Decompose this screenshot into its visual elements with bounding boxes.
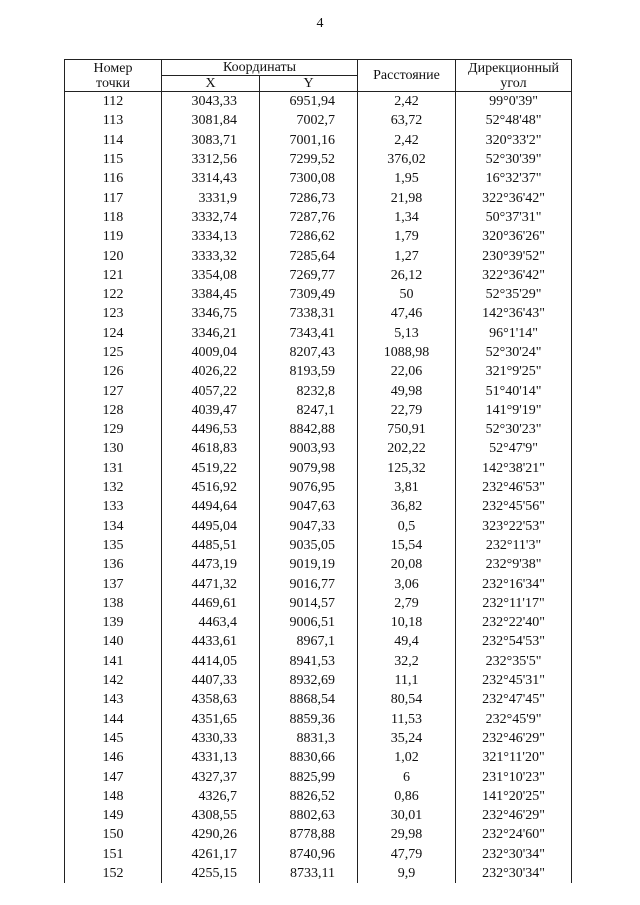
- table-row: [65, 324, 572, 343]
- cell-x: 4485,51: [162, 536, 260, 555]
- cell-point-number: 123: [65, 304, 162, 323]
- cell-point-number: 129: [65, 420, 162, 439]
- cell-direction-angle: 52°47'9": [456, 439, 572, 458]
- cell-x: 3354,08: [162, 266, 260, 285]
- cell-direction-angle: 141°9'19": [456, 401, 572, 420]
- table-row: [65, 439, 572, 458]
- cell-distance: 202,22: [358, 439, 456, 458]
- cell-direction-angle: 232°30'34": [456, 845, 572, 864]
- cell-direction-angle: 52°35'29": [456, 285, 572, 304]
- table-row: [65, 536, 572, 555]
- table-row: [65, 188, 572, 207]
- cell-x: 3312,56: [162, 150, 260, 169]
- cell-direction-angle: 232°11'17": [456, 594, 572, 613]
- cell-x: 3346,75: [162, 304, 260, 323]
- cell-x: 4519,22: [162, 459, 260, 478]
- cell-point-number: 145: [65, 729, 162, 748]
- cell-point-number: 152: [65, 864, 162, 883]
- cell-x: 4351,65: [162, 710, 260, 729]
- cell-direction-angle: 320°33'2": [456, 131, 572, 150]
- cell-distance: 32,2: [358, 652, 456, 671]
- cell-distance: 20,08: [358, 555, 456, 574]
- cell-point-number: 148: [65, 787, 162, 806]
- cell-point-number: 118: [65, 208, 162, 227]
- cell-direction-angle: 232°45'56": [456, 497, 572, 516]
- cell-distance: 2,79: [358, 594, 456, 613]
- cell-direction-angle: 50°37'31": [456, 208, 572, 227]
- cell-direction-angle: 232°11'3": [456, 536, 572, 555]
- cell-y: 8831,3: [260, 729, 358, 748]
- cell-x: 3043,33: [162, 92, 260, 112]
- cell-distance: 125,32: [358, 459, 456, 478]
- cell-direction-angle: 322°36'42": [456, 266, 572, 285]
- cell-distance: 2,42: [358, 92, 456, 112]
- table-row: [65, 806, 572, 825]
- cell-point-number: 125: [65, 343, 162, 362]
- cell-y: 7286,73: [260, 188, 358, 207]
- cell-distance: 1088,98: [358, 343, 456, 362]
- cell-point-number: 132: [65, 478, 162, 497]
- table-row: [65, 594, 572, 613]
- cell-y: 9047,33: [260, 517, 358, 536]
- coordinates-table: [64, 59, 572, 883]
- cell-y: 9006,51: [260, 613, 358, 632]
- cell-point-number: 128: [65, 401, 162, 420]
- cell-x: 4327,37: [162, 767, 260, 786]
- table-header: [65, 60, 572, 92]
- cell-x: 4516,92: [162, 478, 260, 497]
- cell-x: 4407,33: [162, 671, 260, 690]
- cell-y: 7001,16: [260, 131, 358, 150]
- cell-distance: 3,06: [358, 574, 456, 593]
- cell-x: 4495,04: [162, 517, 260, 536]
- cell-direction-angle: 232°46'29": [456, 806, 572, 825]
- cell-point-number: 127: [65, 381, 162, 400]
- cell-point-number: 115: [65, 150, 162, 169]
- cell-direction-angle: 232°16'34": [456, 574, 572, 593]
- cell-x: 4331,13: [162, 748, 260, 767]
- cell-direction-angle: 323°22'53": [456, 517, 572, 536]
- table-row: [65, 497, 572, 516]
- cell-y: 8740,96: [260, 845, 358, 864]
- cell-point-number: 147: [65, 767, 162, 786]
- cell-distance: 6: [358, 767, 456, 786]
- cell-direction-angle: 52°48'48": [456, 111, 572, 130]
- cell-x: 3333,32: [162, 246, 260, 265]
- cell-y: 8868,54: [260, 690, 358, 709]
- cell-point-number: 149: [65, 806, 162, 825]
- cell-x: 4414,05: [162, 652, 260, 671]
- cell-y: 9016,77: [260, 574, 358, 593]
- cell-point-number: 135: [65, 536, 162, 555]
- table-row: [65, 208, 572, 227]
- cell-point-number: 124: [65, 324, 162, 343]
- cell-point-number: 150: [65, 825, 162, 844]
- cell-y: 8778,88: [260, 825, 358, 844]
- cell-y: 7343,41: [260, 324, 358, 343]
- cell-distance: 11,53: [358, 710, 456, 729]
- cell-direction-angle: 232°46'29": [456, 729, 572, 748]
- cell-x: 3332,74: [162, 208, 260, 227]
- table-row: [65, 767, 572, 786]
- header-distance: Расстояние: [358, 60, 456, 92]
- cell-point-number: 113: [65, 111, 162, 130]
- cell-x: 3334,13: [162, 227, 260, 246]
- cell-distance: 22,06: [358, 362, 456, 381]
- cell-distance: 1,02: [358, 748, 456, 767]
- header-direction-angle-line1: Дирекционный: [468, 60, 559, 76]
- cell-y: 9079,98: [260, 459, 358, 478]
- cell-distance: 1,34: [358, 208, 456, 227]
- cell-point-number: 117: [65, 188, 162, 207]
- cell-distance: 21,98: [358, 188, 456, 207]
- cell-y: 7286,62: [260, 227, 358, 246]
- cell-point-number: 144: [65, 710, 162, 729]
- cell-point-number: 143: [65, 690, 162, 709]
- table-row: [65, 304, 572, 323]
- cell-x: 4496,53: [162, 420, 260, 439]
- cell-distance: 11,1: [358, 671, 456, 690]
- cell-y: 8859,36: [260, 710, 358, 729]
- cell-point-number: 141: [65, 652, 162, 671]
- cell-point-number: 142: [65, 671, 162, 690]
- table-row: [65, 613, 572, 632]
- cell-y: 7299,52: [260, 150, 358, 169]
- cell-y: 9003,93: [260, 439, 358, 458]
- cell-x: 4255,15: [162, 864, 260, 883]
- cell-y: 7300,08: [260, 169, 358, 188]
- cell-direction-angle: 142°38'21": [456, 459, 572, 478]
- header-point-number: [65, 60, 162, 92]
- table-row: [65, 652, 572, 671]
- table-row: [65, 459, 572, 478]
- table-row: [65, 92, 572, 112]
- cell-y: 9014,57: [260, 594, 358, 613]
- cell-x: 3314,43: [162, 169, 260, 188]
- cell-point-number: 121: [65, 266, 162, 285]
- cell-y: 9019,19: [260, 555, 358, 574]
- cell-y: 9076,95: [260, 478, 358, 497]
- cell-direction-angle: 52°30'23": [456, 420, 572, 439]
- cell-y: 7002,7: [260, 111, 358, 130]
- cell-direction-angle: 232°30'34": [456, 864, 572, 883]
- cell-x: 4330,33: [162, 729, 260, 748]
- cell-distance: 50: [358, 285, 456, 304]
- cell-point-number: 120: [65, 246, 162, 265]
- cell-distance: 29,98: [358, 825, 456, 844]
- cell-x: 4469,61: [162, 594, 260, 613]
- cell-distance: 47,79: [358, 845, 456, 864]
- cell-x: 4326,7: [162, 787, 260, 806]
- cell-point-number: 122: [65, 285, 162, 304]
- cell-x: 4494,64: [162, 497, 260, 516]
- cell-x: 4473,19: [162, 555, 260, 574]
- cell-y: 9035,05: [260, 536, 358, 555]
- table-row: [65, 150, 572, 169]
- table-row: [65, 671, 572, 690]
- cell-direction-angle: 232°46'53": [456, 478, 572, 497]
- cell-y: 8825,99: [260, 767, 358, 786]
- cell-distance: 22,79: [358, 401, 456, 420]
- cell-direction-angle: 231°10'23": [456, 767, 572, 786]
- cell-y: 8830,66: [260, 748, 358, 767]
- cell-direction-angle: 321°9'25": [456, 362, 572, 381]
- cell-point-number: 114: [65, 131, 162, 150]
- cell-direction-angle: 232°45'9": [456, 710, 572, 729]
- cell-y: 8247,1: [260, 401, 358, 420]
- header-point-number-line1: Номер: [93, 60, 133, 76]
- cell-direction-angle: 232°35'5": [456, 652, 572, 671]
- cell-y: 7338,31: [260, 304, 358, 323]
- cell-x: 3346,21: [162, 324, 260, 343]
- cell-y: 7309,49: [260, 285, 358, 304]
- cell-point-number: 119: [65, 227, 162, 246]
- cell-point-number: 134: [65, 517, 162, 536]
- table-row: [65, 227, 572, 246]
- table-row: [65, 131, 572, 150]
- cell-direction-angle: 232°9'38": [456, 555, 572, 574]
- cell-y: 8193,59: [260, 362, 358, 381]
- cell-direction-angle: 230°39'52": [456, 246, 572, 265]
- cell-x: 4308,55: [162, 806, 260, 825]
- cell-point-number: 138: [65, 594, 162, 613]
- cell-y: 8967,1: [260, 632, 358, 651]
- cell-distance: 0,86: [358, 787, 456, 806]
- header-x: X: [162, 76, 260, 92]
- cell-direction-angle: 141°20'25": [456, 787, 572, 806]
- cell-y: 8842,88: [260, 420, 358, 439]
- cell-distance: 26,12: [358, 266, 456, 285]
- cell-direction-angle: 142°36'43": [456, 304, 572, 323]
- table-row: [65, 285, 572, 304]
- cell-direction-angle: 16°32'37": [456, 169, 572, 188]
- cell-distance: 35,24: [358, 729, 456, 748]
- cell-x: 4433,61: [162, 632, 260, 651]
- cell-x: 4358,63: [162, 690, 260, 709]
- cell-direction-angle: 52°30'39": [456, 150, 572, 169]
- cell-direction-angle: 321°11'20": [456, 748, 572, 767]
- cell-point-number: 136: [65, 555, 162, 574]
- cell-x: 4009,04: [162, 343, 260, 362]
- cell-y: 8802,63: [260, 806, 358, 825]
- header-y: Y: [260, 76, 358, 92]
- table-row: [65, 825, 572, 844]
- table-row: [65, 246, 572, 265]
- table-row: [65, 690, 572, 709]
- cell-y: 8207,43: [260, 343, 358, 362]
- cell-distance: 3,81: [358, 478, 456, 497]
- table-row: [65, 381, 572, 400]
- cell-point-number: 130: [65, 439, 162, 458]
- table-row: [65, 362, 572, 381]
- cell-distance: 9,9: [358, 864, 456, 883]
- cell-direction-angle: 52°30'24": [456, 343, 572, 362]
- cell-direction-angle: 232°22'40": [456, 613, 572, 632]
- cell-direction-angle: 51°40'14": [456, 381, 572, 400]
- cell-y: 7287,76: [260, 208, 358, 227]
- cell-direction-angle: 99°0'39": [456, 92, 572, 112]
- table-row: [65, 517, 572, 536]
- cell-y: 8932,69: [260, 671, 358, 690]
- cell-x: 3083,71: [162, 131, 260, 150]
- table-row: [65, 343, 572, 362]
- cell-distance: 49,4: [358, 632, 456, 651]
- table-body: [65, 92, 572, 884]
- table-row: [65, 574, 572, 593]
- cell-distance: 2,42: [358, 131, 456, 150]
- table-row: [65, 787, 572, 806]
- cell-point-number: 137: [65, 574, 162, 593]
- table-row: [65, 729, 572, 748]
- cell-x: 4618,83: [162, 439, 260, 458]
- cell-distance: 10,18: [358, 613, 456, 632]
- cell-point-number: 112: [65, 92, 162, 112]
- cell-point-number: 133: [65, 497, 162, 516]
- cell-x: 3331,9: [162, 188, 260, 207]
- cell-point-number: 131: [65, 459, 162, 478]
- cell-point-number: 116: [65, 169, 162, 188]
- header-coordinates: Координаты: [162, 60, 358, 76]
- header-direction-angle-line2: угол: [500, 75, 527, 91]
- table-row: [65, 632, 572, 651]
- cell-y: 6951,94: [260, 92, 358, 112]
- cell-x: 4463,4: [162, 613, 260, 632]
- cell-distance: 47,46: [358, 304, 456, 323]
- cell-distance: 0,5: [358, 517, 456, 536]
- cell-distance: 80,54: [358, 690, 456, 709]
- cell-distance: 1,27: [358, 246, 456, 265]
- cell-x: 4057,22: [162, 381, 260, 400]
- header-direction-angle: [456, 60, 572, 92]
- cell-y: 9047,63: [260, 497, 358, 516]
- cell-x: 4261,17: [162, 845, 260, 864]
- cell-direction-angle: 96°1'14": [456, 324, 572, 343]
- table-row: [65, 748, 572, 767]
- table-row: [65, 401, 572, 420]
- cell-y: 8232,8: [260, 381, 358, 400]
- table-row: [65, 111, 572, 130]
- cell-x: 4471,32: [162, 574, 260, 593]
- header-point-number-line2: точки: [96, 75, 130, 91]
- cell-point-number: 126: [65, 362, 162, 381]
- cell-distance: 36,82: [358, 497, 456, 516]
- cell-distance: 376,02: [358, 150, 456, 169]
- cell-y: 8941,53: [260, 652, 358, 671]
- table-row: [65, 555, 572, 574]
- cell-point-number: 151: [65, 845, 162, 864]
- table-row: [65, 478, 572, 497]
- cell-direction-angle: 320°36'26": [456, 227, 572, 246]
- cell-distance: 1,95: [358, 169, 456, 188]
- cell-point-number: 140: [65, 632, 162, 651]
- cell-direction-angle: 232°54'53": [456, 632, 572, 651]
- cell-y: 8826,52: [260, 787, 358, 806]
- cell-distance: 750,91: [358, 420, 456, 439]
- table-row: [65, 864, 572, 883]
- cell-direction-angle: 322°36'42": [456, 188, 572, 207]
- cell-direction-angle: 232°45'31": [456, 671, 572, 690]
- cell-x: 4026,22: [162, 362, 260, 381]
- cell-distance: 49,98: [358, 381, 456, 400]
- cell-point-number: 139: [65, 613, 162, 632]
- cell-y: 7285,64: [260, 246, 358, 265]
- table-row: [65, 169, 572, 188]
- cell-distance: 63,72: [358, 111, 456, 130]
- table-row: [65, 845, 572, 864]
- cell-distance: 15,54: [358, 536, 456, 555]
- cell-x: 4290,26: [162, 825, 260, 844]
- table-row: [65, 710, 572, 729]
- cell-direction-angle: 232°47'45": [456, 690, 572, 709]
- cell-distance: 5,13: [358, 324, 456, 343]
- cell-y: 8733,11: [260, 864, 358, 883]
- cell-distance: 1,79: [358, 227, 456, 246]
- table-row: [65, 420, 572, 439]
- page-number: 4: [316, 16, 324, 31]
- cell-direction-angle: 232°24'60": [456, 825, 572, 844]
- table-row: [65, 266, 572, 285]
- cell-x: 3384,45: [162, 285, 260, 304]
- cell-x: 4039,47: [162, 401, 260, 420]
- cell-y: 7269,77: [260, 266, 358, 285]
- cell-point-number: 146: [65, 748, 162, 767]
- cell-x: 3081,84: [162, 111, 260, 130]
- cell-distance: 30,01: [358, 806, 456, 825]
